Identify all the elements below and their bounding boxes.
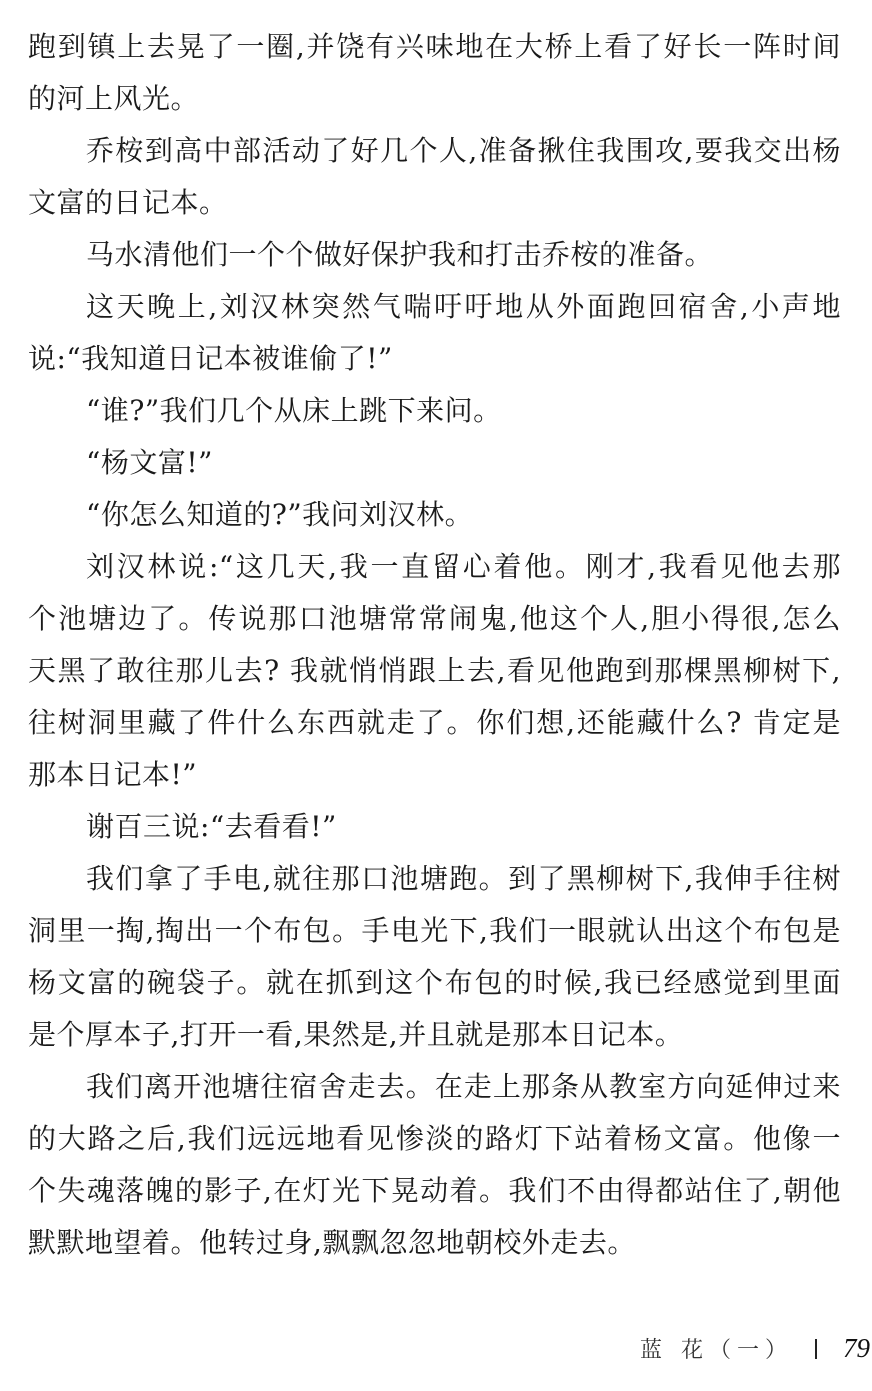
text-line: 的河上风光。 <box>28 82 200 115</box>
text-line: 这天晚上,刘汉林突然气喘吁吁地从外面跑回宿舍,小声地 <box>86 290 841 323</box>
book-title: 蓝 花（一） <box>640 1338 793 1363</box>
text-line: 文富的日记本。 <box>28 186 228 219</box>
page-number: 79 <box>843 1333 870 1363</box>
text-line: 的大路之后,我们远远地看见惨淡的路灯下站着杨文富。他像一 <box>28 1122 841 1155</box>
text-line: “你怎么知道的?”我问刘汉林。 <box>86 498 474 531</box>
text-line: 往树洞里藏了件什么东西就走了。你们想,还能藏什么? 肯定是 <box>28 706 841 739</box>
text-line: 杨文富的碗袋子。就在抓到这个布包的时候,我已经感觉到里面 <box>28 966 841 999</box>
text-line: 谢百三说:“去看看!” <box>86 810 337 843</box>
text-line: 跑到镇上去晃了一圈,并饶有兴味地在大桥上看了好长一阵时间 <box>28 30 841 63</box>
text-line: 刘汉林说:“这几天,我一直留心着他。刚才,我看见他去那 <box>86 550 841 583</box>
footer-divider <box>815 1339 817 1359</box>
text-line: 我们离开池塘往宿舍走去。在走上那条从教室方向延伸过来 <box>86 1070 841 1103</box>
text-line: 个失魂落魄的影子,在灯光下晃动着。我们不由得都站住了,朝他 <box>28 1174 841 1207</box>
text-line: 我们拿了手电,就往那口池塘跑。到了黑柳树下,我伸手往树 <box>86 862 841 895</box>
body-text <box>28 21 841 1269</box>
text-line: 说:“我知道日记本被谁偷了!” <box>28 342 393 375</box>
page-footer <box>640 1333 870 1364</box>
text-line: 个池塘边了。传说那口池塘常常闹鬼,他这个人,胆小得很,怎么 <box>28 602 841 635</box>
text-line: 是个厚本子,打开一看,果然是,并且就是那本日记本。 <box>28 1018 684 1051</box>
text-line: 洞里一掏,掏出一个布包。手电光下,我们一眼就认出这个布包是 <box>28 914 841 947</box>
text-line: 天黑了敢往那儿去? 我就悄悄跟上去,看见他跑到那棵黑柳树下, <box>28 654 841 687</box>
text-line: “杨文富!” <box>86 446 213 479</box>
text-line: 那本日记本!” <box>28 758 198 791</box>
text-line: 马水清他们一个个做好保护我和打击乔桉的准备。 <box>86 238 714 271</box>
text-line: “谁?”我们几个从床上跳下来问。 <box>86 394 502 427</box>
text-line: 默默地望着。他转过身,飘飘忽忽地朝校外走去。 <box>28 1226 636 1259</box>
text-line: 乔桉到高中部活动了好几个人,准备揪住我围攻,要我交出杨 <box>86 134 841 167</box>
